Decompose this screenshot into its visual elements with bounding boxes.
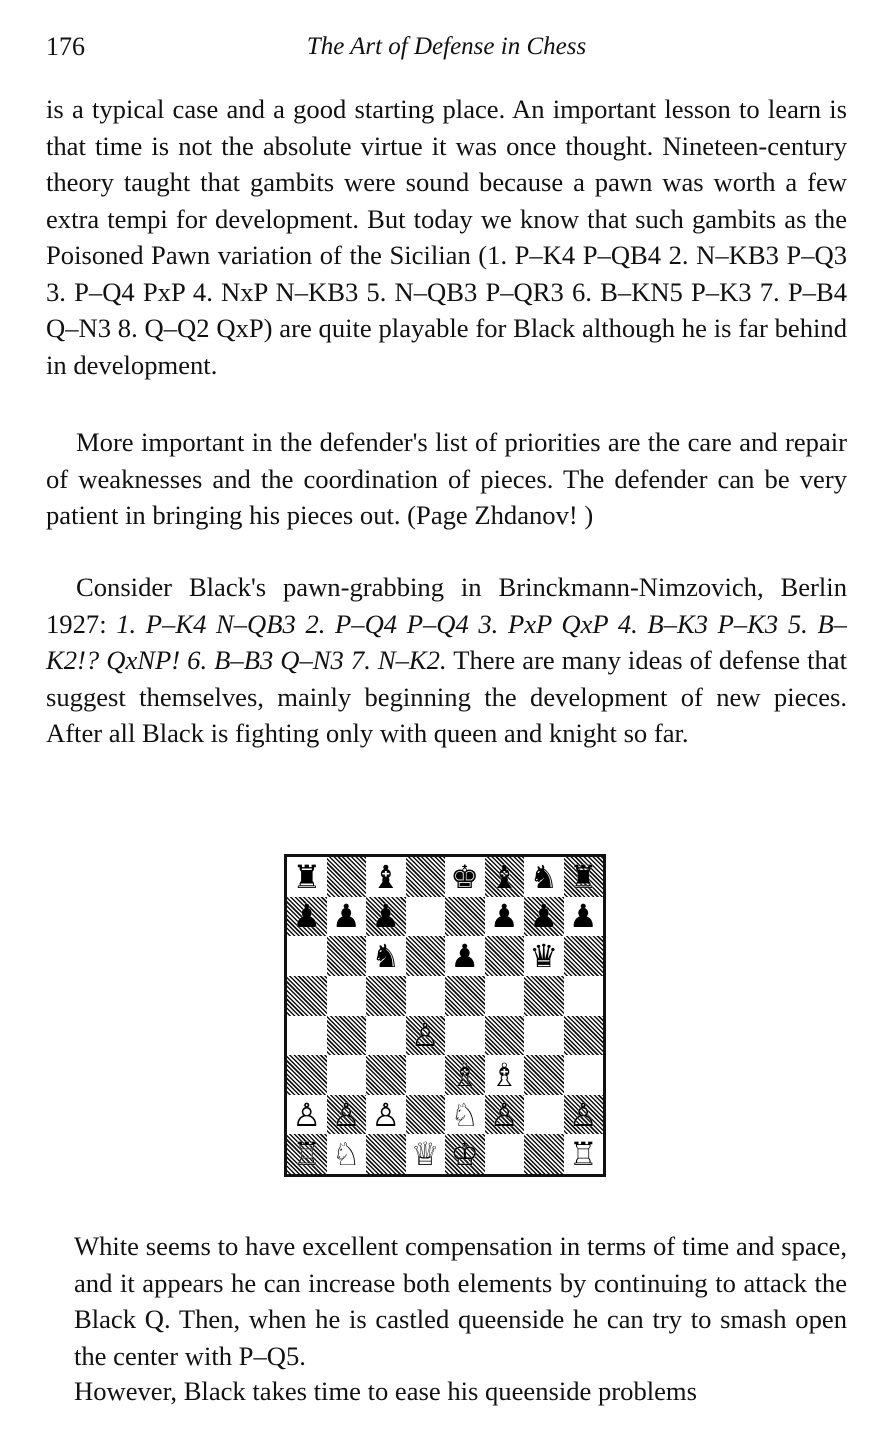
- board-square-f1: [485, 1134, 525, 1174]
- board-square-e2: [445, 1095, 485, 1135]
- board-square-g8: [524, 857, 564, 897]
- board-square-e5: [445, 976, 485, 1016]
- chess-piece: ♕: [410, 1135, 440, 1174]
- chess-diagram: [284, 854, 606, 1177]
- paragraph-brinckmann-nimzovich: [46, 569, 847, 752]
- board-square-c5: [366, 976, 406, 1016]
- board-square-a7: [287, 897, 327, 937]
- board-square-c6: [366, 936, 406, 976]
- board-square-f5: [485, 976, 525, 1016]
- chess-piece: ♙: [371, 1095, 401, 1134]
- chess-piece: ♙: [292, 1095, 322, 1134]
- chess-piece: ♜: [292, 857, 322, 896]
- chess-piece: ♖: [292, 1135, 322, 1174]
- board-square-a3: [287, 1055, 327, 1095]
- board-square-h1: [564, 1134, 604, 1174]
- paragraph-priorities: More important in the defender's list of priorities are the care and repair of weaknesses and the coordination of pieces. The defender can be very patient in bringing his pieces out. (Page Zhdanov! ): [46, 427, 847, 530]
- paragraph-black-queenside: However, Black takes time to ease his queenside problems: [74, 1376, 697, 1406]
- chess-piece: ♟: [489, 897, 519, 936]
- board-square-e6: [445, 936, 485, 976]
- board-square-d8: [406, 857, 446, 897]
- chess-piece: ♟: [529, 897, 559, 936]
- page-number: 176: [46, 32, 85, 61]
- chess-piece: ♞: [371, 937, 401, 976]
- board-square-d1: [406, 1134, 446, 1174]
- board-square-b6: [327, 936, 367, 976]
- board-square-e3: [445, 1055, 485, 1095]
- board-square-h4: [564, 1016, 604, 1056]
- page-header: [46, 30, 847, 66]
- chess-piece: ♜: [568, 857, 598, 896]
- running-title: The Art of Defense in Chess: [306, 33, 587, 60]
- chess-piece: ♗: [489, 1055, 519, 1094]
- board-square-b1: [327, 1134, 367, 1174]
- board-square-b3: [327, 1055, 367, 1095]
- board-square-e8: [445, 857, 485, 897]
- board-square-f4: [485, 1016, 525, 1056]
- board-square-d3: [406, 1055, 446, 1095]
- chess-piece: ♚: [450, 857, 480, 896]
- board-square-e1: [445, 1134, 485, 1174]
- board-square-b5: [327, 976, 367, 1016]
- board-square-g7: [524, 897, 564, 937]
- board-square-c2: [366, 1095, 406, 1135]
- board-square-d5: [406, 976, 446, 1016]
- board-square-d2: [406, 1095, 446, 1135]
- board-square-d4: [406, 1016, 446, 1056]
- board-square-f3: [485, 1055, 525, 1095]
- board-square-c7: [366, 897, 406, 937]
- chess-piece: ♟: [450, 937, 480, 976]
- board-square-a6: [287, 936, 327, 976]
- board-square-c1: [366, 1134, 406, 1174]
- board-square-g4: [524, 1016, 564, 1056]
- board-square-b2: [327, 1095, 367, 1135]
- chess-piece: ♖: [568, 1135, 598, 1174]
- board-square-b4: [327, 1016, 367, 1056]
- board-square-c3: [366, 1055, 406, 1095]
- board-square-e7: [445, 897, 485, 937]
- board-square-g6: [524, 936, 564, 976]
- board-square-b8: [327, 857, 367, 897]
- board-square-c4: [366, 1016, 406, 1056]
- board-square-f2: [485, 1095, 525, 1135]
- chess-piece: ♔: [450, 1135, 480, 1174]
- board-square-a2: [287, 1095, 327, 1135]
- board-square-d6: [406, 936, 446, 976]
- chess-piece: ♟: [371, 897, 401, 936]
- board-square-f6: [485, 936, 525, 976]
- paragraph-intro-text: Consider Black's pawn-grabbing in Brinckmann-Nimzovich, Berlin 1927:: [46, 572, 847, 639]
- chess-piece: ♛: [529, 937, 559, 976]
- board-square-h8: [564, 857, 604, 897]
- board-square-h2: [564, 1095, 604, 1135]
- board-square-a8: [287, 857, 327, 897]
- chess-piece: ♙: [489, 1095, 519, 1134]
- board-square-g2: [524, 1095, 564, 1135]
- board-square-d7: [406, 897, 446, 937]
- chess-piece: ♟: [331, 897, 361, 936]
- board-square-b7: [327, 897, 367, 937]
- board-square-c8: [366, 857, 406, 897]
- board-square-h3: [564, 1055, 604, 1095]
- chess-piece: ♝: [371, 857, 401, 896]
- chess-piece: ♙: [331, 1095, 361, 1134]
- board-square-a4: [287, 1016, 327, 1056]
- board-square-h6: [564, 936, 604, 976]
- chess-piece: ♘: [331, 1135, 361, 1174]
- board-square-f7: [485, 897, 525, 937]
- chess-piece: ♙: [410, 1016, 440, 1055]
- paragraph-continuation-text: There are many ideas of defense that suggest themselves, mainly beginning the development of new pieces. After all Black is fighting only with queen and knight so far.: [46, 645, 847, 748]
- board-square-g1: [524, 1134, 564, 1174]
- chess-piece: ♗: [450, 1055, 480, 1094]
- chess-piece: ♝: [489, 857, 519, 896]
- board-square-h5: [564, 976, 604, 1016]
- paragraph-white-compensation: White seems to have excellent compensation in terms of time and space, and it appears he can increase both elements by continuing to attack the Black Q. Then, when he is castled queenside he can try to smash open the center with P–Q5.: [74, 1231, 847, 1371]
- board-square-e4: [445, 1016, 485, 1056]
- board-square-f8: [485, 857, 525, 897]
- chess-piece: ♞: [529, 857, 559, 896]
- chess-piece: ♙: [568, 1095, 598, 1134]
- chess-piece: ♟: [568, 897, 598, 936]
- chess-piece: ♘: [450, 1095, 480, 1134]
- chess-piece: ♟: [292, 897, 322, 936]
- chess-board: [287, 857, 603, 1174]
- board-square-g5: [524, 976, 564, 1016]
- game-moves: 1. P–K4 N–QB3 2. P–Q4 P–Q4 3. PxP QxP 4. B–K3 P–K3 5. B–K2!? QxNP! 6. B–B3 Q–N3 7. N–K2.: [46, 608, 847, 675]
- board-square-h7: [564, 897, 604, 937]
- board-square-a5: [287, 976, 327, 1016]
- paragraph-gambits: is a typical case and a good starting place. An important lesson to learn is that time is not the absolute virtue it was once thought. Nineteen-century theory taught that gambits were sound because a pawn was worth a few extra tempi for development. But today we know that such gambits as the Poisoned Pawn variation of the Sicilian (1. P–K4 P–QB4 2. N–KB3 P–Q3 3. P–Q4 PxP 4. NxP N–KB3 5. N–QB3 P–QR3 6. B–KN5 P–K3 7. P–B4 Q–N3 8. Q–Q2 QxP) are quite playable for Black although he is far behind in development.: [46, 94, 847, 380]
- board-square-a1: [287, 1134, 327, 1174]
- board-square-g3: [524, 1055, 564, 1095]
